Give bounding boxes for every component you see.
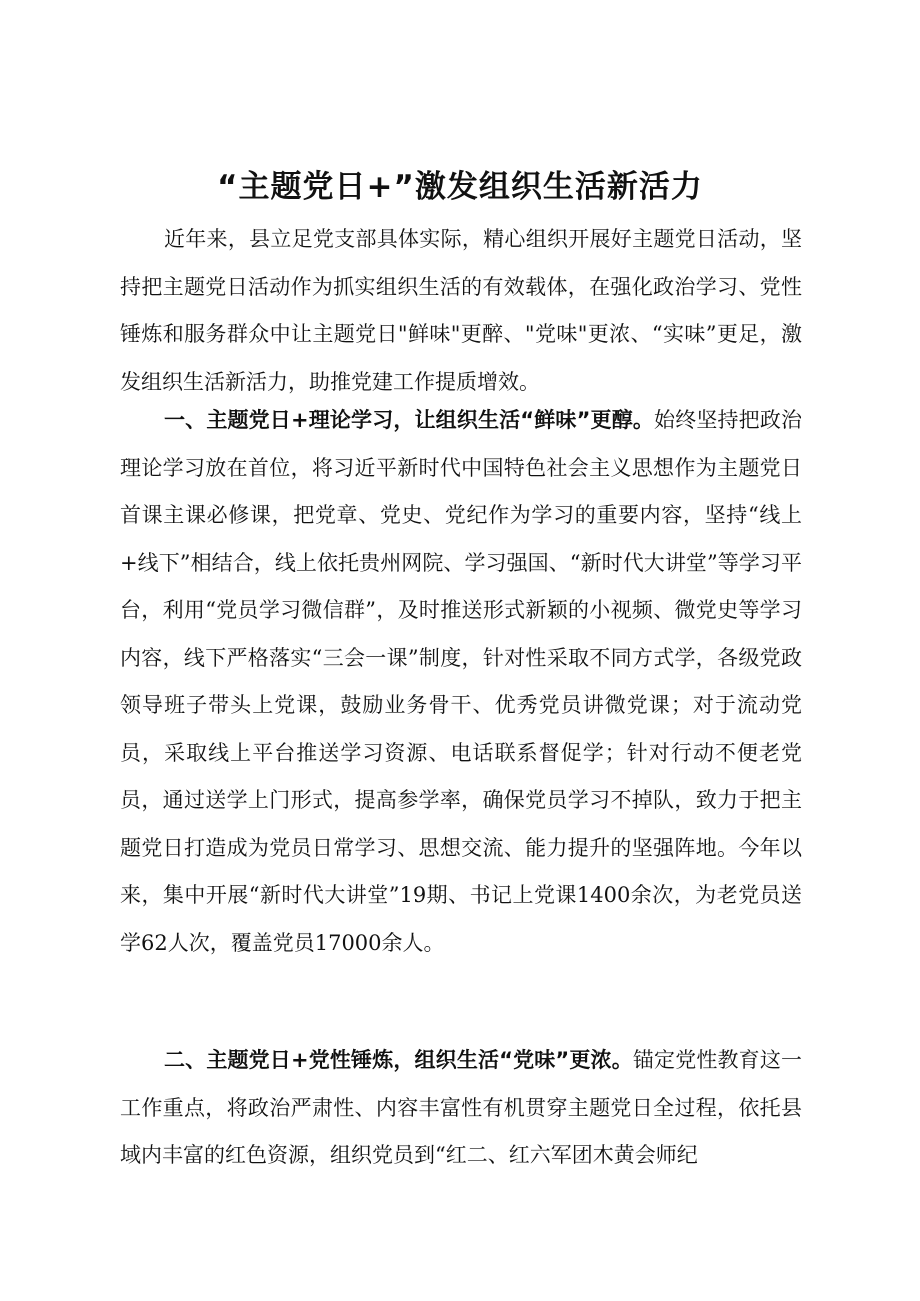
section-1-heading: 一、主题党日+理论学习，让组织生活“鲜味”更醇。: [164, 408, 655, 432]
paragraph-intro: [120, 216, 802, 406]
document-title: “主题党日+”激发组织生活新活力: [217, 169, 703, 205]
paragraph-section-2: [120, 1037, 802, 1180]
paragraph-intro-text: 近年来，县立足党支部具体实际，精心组织开展好主题党日活动，坚持把主题党日活动作为抓实组织生活的有效载体，在强化政治学习、党性锤炼和服务群众中让主题党日"鲜味"更醉、"党味"更浓、“实味”更足，激发组织生活新活力，助推党建工作提质增效。: [120, 227, 802, 394]
section-2-text: 锚定党性教育这一工作重点，将政治严肃性、内容丰富性有机贯穿主题党日全过程，依托县域内丰富的红色资源，组织党员到“红二、红六军团木黄会师纪: [120, 1048, 802, 1167]
section-1-text: 始终坚持把政治理论学习放在首位，将习近平新时代中国特色社会主义思想作为主题党日首课主课必修课，把党章、党史、党纪作为学习的重要内容，坚持“线上+线下”相结合，线上依托贵州网院、学习强国、“新时代大讲堂”等学习平台，利用“党员学习微信群”，及时推送形式新颖的小视频、微党史等学习内容，线下严格落实“三会一课”制度，针对性采取不同方式学，各级党政领导班子带头上党课，鼓励业务骨干、优秀党员讲微党课；对于流动党员，采取线上平台推送学习资源、电话联系督促学；针对行动不便老党员，通过送学上门形式，提高参学率，确保党员学习不掉队，致力于把主题党日打造成为党员日常学习、思想交流、能力提升的坚强阵地。今年以来，集中开展“新时代大讲堂”19期、书记上党课1400余次，为老党员送学62人次，覆盖党员17000余人。: [120, 408, 803, 955]
paragraph-section-1: [120, 397, 802, 967]
section-2-heading: 二、主题党日+党性锤炼，组织生活“党味”更浓。: [164, 1048, 633, 1072]
